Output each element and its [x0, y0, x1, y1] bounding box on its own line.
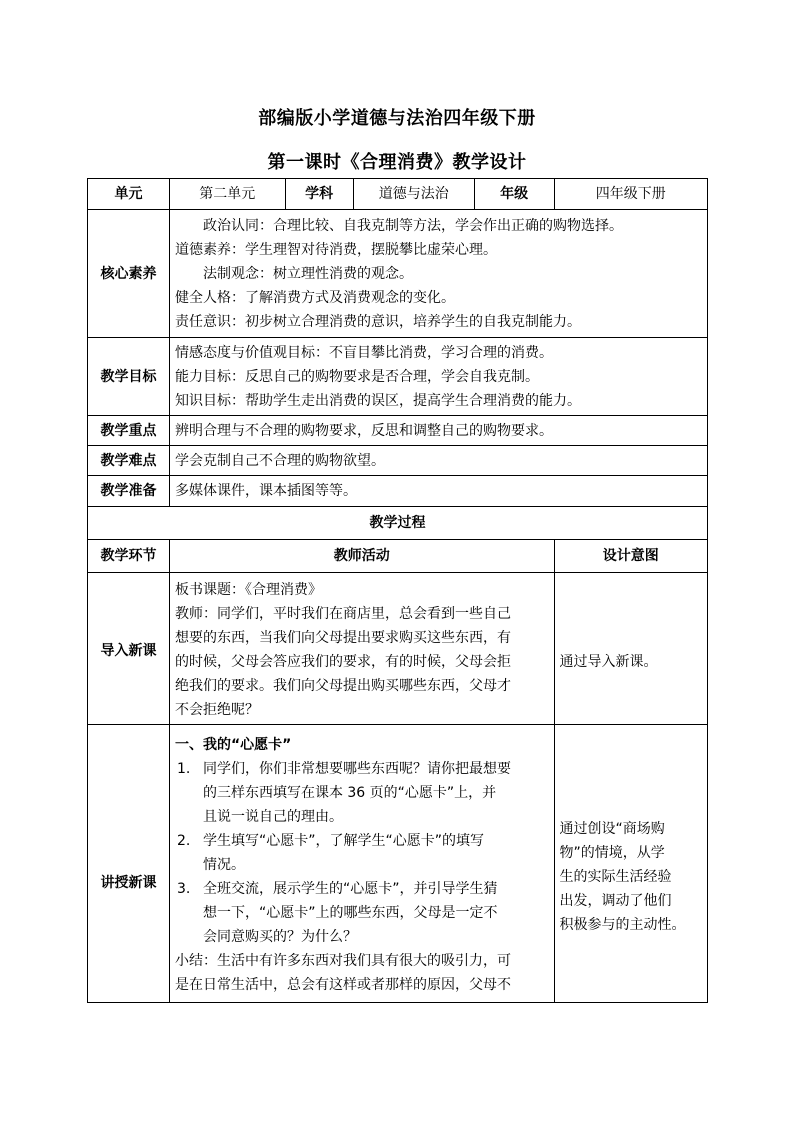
goal-line: 知识目标：帮助学生走出消费的误区，提高学生合理消费的能力。 [174, 392, 581, 409]
intro-line: 不会拒绝呢？ [174, 702, 259, 718]
document-title: 部编版小学道德与法治四年级下册 [258, 108, 536, 129]
step-line: 学生填写“心愿卡”，了解学生“心愿卡”的填写 [202, 833, 484, 849]
step-item [175, 757, 549, 829]
lecture-intent [554, 725, 707, 1003]
step-line: 的三样东西填写在课本 36 页的“心愿卡”上，并 [202, 785, 497, 801]
lecture-row [88, 725, 708, 1003]
difficulty-row [88, 446, 708, 476]
core-line: 法制观念：树立理性消费的观念。 [202, 265, 413, 282]
core-line: 政治认同：合理比较、自我克制等方法，学会作出正确的购物选择。 [202, 217, 623, 234]
stage-column-header: 教学环节 [88, 540, 170, 573]
step-item [175, 877, 549, 949]
intro-line: 教师：同学们，平时我们在商店里，总会看到一些自己 [174, 606, 511, 622]
difficulty-label: 教学难点 [88, 446, 170, 476]
summary-line: 小结：生活中有许多东西对我们具有很大的吸引力，可 [174, 953, 511, 969]
preparation-row [88, 476, 708, 507]
teaching-goals-label: 教学目标 [88, 338, 170, 416]
difficulty-text: 学会克制自己不合理的购物欲望。 [169, 446, 707, 476]
intent-line: 生的实际生活经验 [559, 869, 672, 885]
intro-intent: 通过导入新课。 [554, 573, 707, 725]
subject-label: 学科 [285, 179, 353, 210]
step-line: 同学们，你们非常想要哪些东西呢？请你把最想要 [202, 761, 511, 777]
core-literacy-content [169, 210, 707, 338]
goal-line: 能力目标：反思自己的购物要求是否合理，学会自我克制。 [174, 368, 539, 385]
step-line: 情况。 [202, 857, 245, 873]
info-row [88, 179, 708, 210]
document-subtitle: 第一课时《合理消费》教学设计 [267, 152, 527, 173]
activity-column-header: 教师活动 [169, 540, 554, 573]
key-point-label: 教学重点 [88, 416, 170, 446]
step-number: 3. [176, 881, 191, 897]
intro-line: 板书课题：《合理消费》 [174, 582, 322, 598]
intro-stage: 导入新课 [88, 573, 170, 725]
core-line: 道德素养：学生理智对待消费，摆脱攀比虚荣心理。 [174, 241, 497, 258]
core-literacy-label: 核心素养 [88, 210, 170, 338]
intent-line: 积极参与的主动性。 [559, 917, 686, 933]
intent-column-header: 设计意图 [554, 540, 707, 573]
step-line: 想一下，“心愿卡”上的哪些东西，父母是一定不 [202, 905, 498, 921]
lecture-stage: 讲授新课 [88, 725, 170, 1003]
subject-value: 道德与法治 [353, 179, 474, 210]
intent-line: 出发，调动了他们 [559, 893, 672, 909]
step-number: 1. [176, 761, 191, 777]
teaching-goals-content [169, 338, 707, 416]
step-list [175, 757, 549, 949]
intent-line: 物”的情境，从学 [559, 845, 665, 861]
intro-row [88, 573, 708, 725]
key-point-text: 辨明合理与不合理的购物要求，反思和调整自己的购物要求。 [169, 416, 707, 446]
unit-label: 单元 [88, 179, 170, 210]
teaching-goals-row [88, 338, 708, 416]
intro-line: 想要的东西，当我们向父母提出要求购买这些东西，有 [174, 630, 511, 646]
core-literacy-row [88, 210, 708, 338]
lecture-activity [169, 725, 554, 1003]
intent-line: 通过创设“商场购 [559, 821, 665, 837]
core-line: 健全人格：了解消费方式及消费观念的变化。 [174, 289, 455, 306]
core-line: 责任意识：初步树立合理消费的意识，培养学生的自我克制能力。 [174, 313, 581, 330]
intro-line: 的时候，父母会答应我们的要求，有的时候，父母会拒 [174, 654, 511, 670]
unit-value: 第二单元 [169, 179, 285, 210]
lesson-plan-table [87, 178, 708, 1003]
step-line: 会同意购买的？为什么？ [202, 929, 357, 945]
grade-label: 年级 [474, 179, 554, 210]
step-number: 2. [176, 833, 191, 849]
intro-line: 绝我们的要求。我们向父母提出购买哪些东西，父母才 [174, 678, 511, 694]
step-line: 且说一说自己的理由。 [202, 809, 343, 825]
process-header-row [88, 540, 708, 573]
process-title: 教学过程 [88, 507, 708, 540]
process-title-row [88, 507, 708, 540]
intro-activity [169, 573, 554, 725]
grade-value: 四年级下册 [554, 179, 707, 210]
section-title: 一、我的“心愿卡” [174, 737, 292, 753]
step-line: 全班交流，展示学生的“心愿卡”，并引导学生猜 [202, 881, 498, 897]
goal-line: 情感态度与价值观目标：不盲目攀比消费，学习合理的消费。 [174, 344, 553, 361]
preparation-label: 教学准备 [88, 476, 170, 507]
step-item [175, 829, 549, 877]
summary-line: 是在日常生活中，总会有这样或者那样的原因，父母不 [174, 977, 511, 993]
key-point-row [88, 416, 708, 446]
preparation-text: 多媒体课件，课本插图等等。 [169, 476, 707, 507]
